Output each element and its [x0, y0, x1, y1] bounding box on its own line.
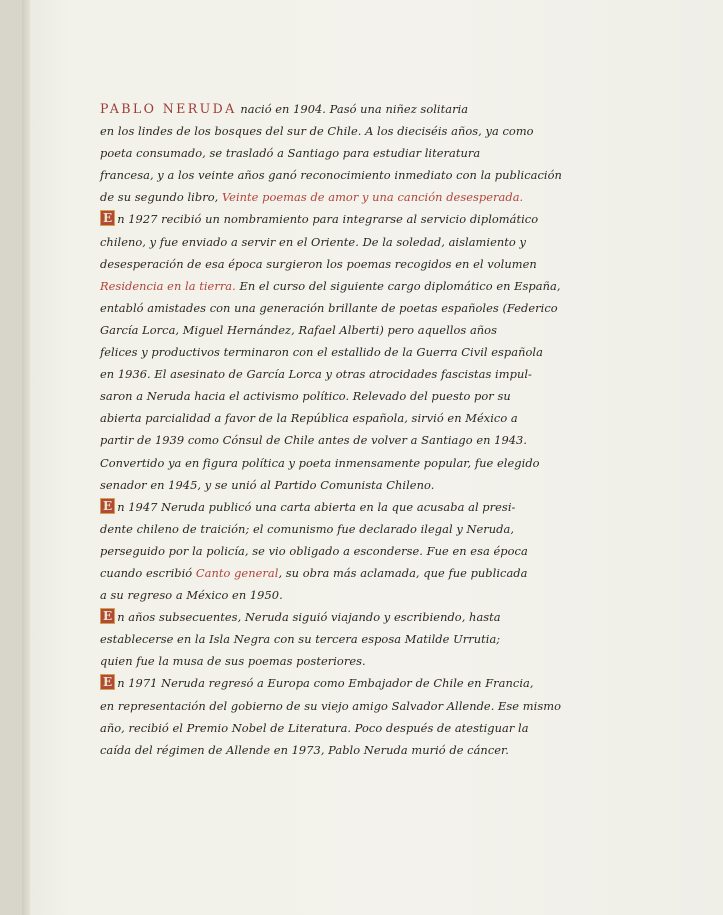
calligraphy-text-block — [100, 98, 562, 761]
text-line: felices y productivos terminaron con el estallido de la Guerra Civil española — [100, 345, 543, 360]
text-fragment: n 1971 Neruda regresó a Europa como Embajador de Chile en Francia, — [117, 676, 534, 691]
text-line — [100, 98, 555, 120]
text-line: abierta parcialidad a favor de la República española, sirvió en México a — [100, 411, 518, 426]
text-line — [100, 275, 561, 297]
text-line: establecerse en la Isla Negra con su tercera esposa Matilde Urrutia; — [100, 632, 501, 647]
book-title-residencia: Residencia en la tierra. — [100, 278, 236, 293]
book-title-veinte-poemas: Veinte poemas de amor y una canción desesperada. — [221, 190, 524, 205]
text-line: Convertido ya en figura política y poeta inmensamente popular, fue elegido — [100, 455, 540, 470]
illuminated-initial: E — [100, 608, 115, 624]
text-line: García Lorca, Miguel Hernández, Rafael Alberti) pero aquellos años — [100, 322, 497, 337]
text-line: en 1936. El asesinato de García Lorca y otras atrocidades fascistas impul- — [100, 367, 532, 382]
text-line: año, recibió el Premio Nobel de Literatura. Poco después de atestiguar la — [100, 720, 529, 735]
text-line: chileno, y fue enviado a servir en el Oriente. De la soledad, aislamiento y — [100, 234, 526, 249]
text-line: perseguido por la policía, se vio obligado a esconderse. Fue en esa época — [100, 543, 528, 558]
text-line: a su regreso a México en 1950. — [100, 588, 283, 603]
text-line: en representación del gobierno de su viejo amigo Salvador Allende. Ese mismo — [100, 698, 561, 713]
text-line: partir de 1939 como Cónsul de Chile antes de volver a Santiago en 1943. — [100, 433, 528, 448]
text-line — [100, 672, 555, 694]
text-line — [100, 606, 555, 628]
text-fragment: nació en 1904. Pasó una niñez solitaria — [236, 102, 469, 116]
text-line — [100, 562, 555, 584]
text-fragment: , su obra más aclamada, que fue publicada — [278, 565, 528, 580]
text-line: francesa, y a los veinte años ganó reconocimiento inmediato con la publicación — [100, 168, 562, 183]
text-fragment: n años subsecuentes, Neruda siguió viajando y escribiendo, hasta — [117, 610, 501, 625]
text-line: senador en 1945, y se unió al Partido Comunista Chileno. — [100, 477, 435, 492]
page-spine-shadow — [22, 0, 30, 915]
author-name-caps: PABLO NERUDA — [100, 101, 237, 116]
text-line: entabló amistades con una generación brillante de poetas españoles (Federico — [100, 300, 558, 315]
text-line — [100, 186, 555, 208]
text-line: desesperación de esa época surgieron los poemas recogidos en el volumen — [100, 256, 537, 271]
text-line: caída del régimen de Allende en 1973, Pablo Neruda murió de cáncer. — [100, 742, 509, 757]
text-fragment: En el curso del siguiente cargo diplomático en España, — [235, 278, 561, 293]
illuminated-initial: E — [100, 674, 115, 690]
text-line — [100, 496, 555, 518]
text-fragment: n 1927 recibió un nombramiento para integrarse al servicio diplomático — [117, 212, 539, 227]
text-line: dente chileno de traición; el comunismo fue declarado ilegal y Neruda, — [100, 521, 515, 536]
text-line: en los lindes de los bosques del sur de Chile. A los dieciséis años, ya como — [100, 124, 534, 139]
text-line: poeta consumado, se trasladó a Santiago para estudiar literatura — [100, 146, 481, 161]
book-title-canto-general: Canto general — [195, 565, 279, 580]
illuminated-initial: E — [100, 210, 115, 226]
text-fragment: cuando escribió — [100, 565, 196, 580]
text-line — [100, 208, 555, 230]
text-line: saron a Neruda hacia el activismo político. Relevado del puesto por su — [100, 389, 511, 404]
illuminated-initial: E — [100, 498, 115, 514]
text-fragment: n 1947 Neruda publicó una carta abierta en la que acusaba al presi- — [117, 499, 516, 514]
text-line: quien fue la musa de sus poemas posteriores. — [100, 654, 366, 669]
book-page — [30, 0, 723, 915]
text-fragment: de su segundo libro, — [100, 190, 222, 205]
